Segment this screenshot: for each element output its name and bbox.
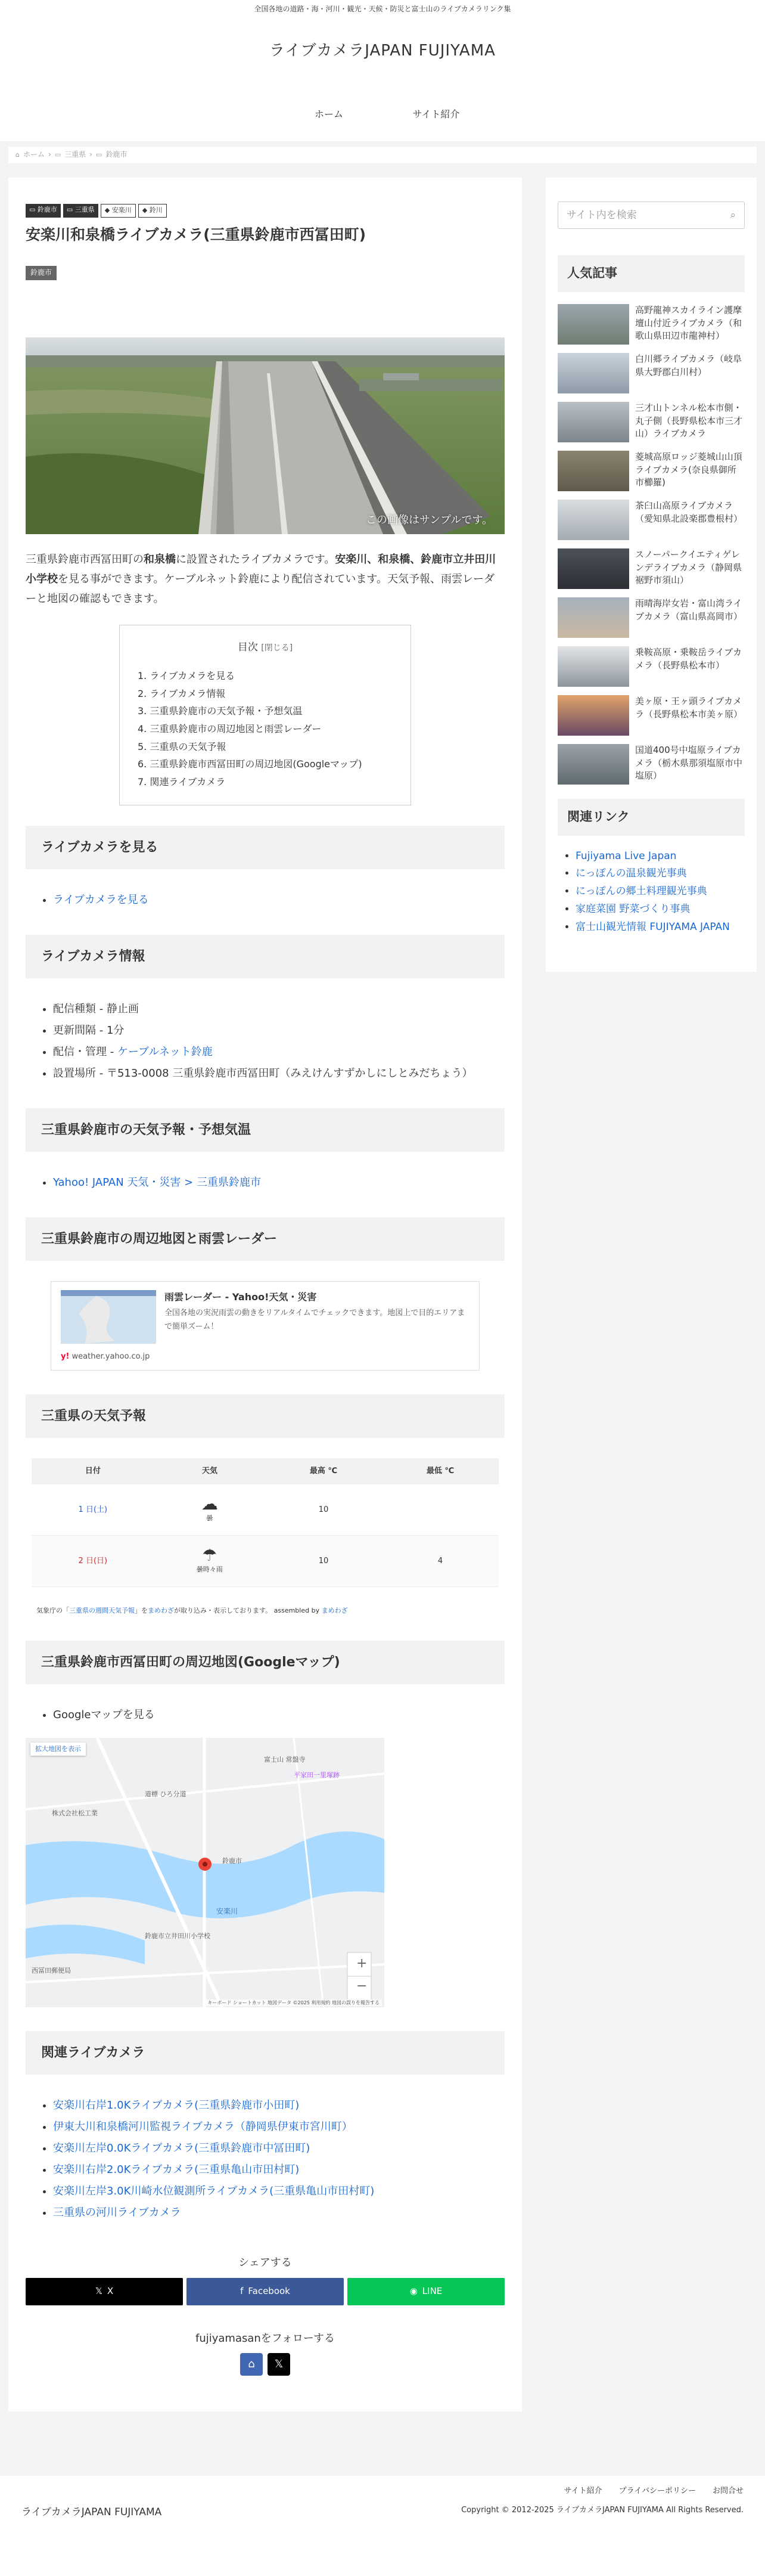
list-item[interactable]: 国道400号中塩原ライブカメラ（栃木県那須塩原市中塩原） (558, 744, 745, 785)
map-attribution[interactable]: キーボード ショートカット 地図データ ©2025 利用規約 地図の誤りを報告する (205, 2000, 382, 2006)
table-header: 天気 (154, 1458, 265, 1484)
thumbnail (558, 451, 629, 491)
weather-high: 10 (265, 1484, 382, 1536)
category-badge: 鈴鹿市 (26, 266, 57, 280)
toc-toggle[interactable]: [閉じる] (261, 643, 293, 653)
facebook-icon: f (240, 2286, 244, 2296)
section-heading-view: ライブカメラを見る (26, 826, 505, 869)
map-label: 鈴鹿市 (222, 1857, 242, 1865)
section-heading-pref-weather: 三重県の天気予報 (26, 1394, 505, 1438)
nav-home[interactable]: ホーム (314, 109, 343, 120)
yahoo-icon: y! (61, 1352, 70, 1362)
intro-text: 三重県鈴鹿市西冨田町の和泉橋に設置されたライブカメラです。安楽川、和泉橋、鈴鹿市立井田川小学校を見る事ができます。ケーブルネット鈴鹿により配信されています。天気予報、雨雲レーダーと地図の確認もできます。 (26, 553, 496, 606)
list-item[interactable]: 白川郷ライブカメラ（岐阜県大野郡白川村） (558, 353, 745, 393)
jma-link[interactable]: 三重県の週間天気予報 (69, 1607, 135, 1615)
folder-icon: ▭ (54, 151, 61, 159)
related-link[interactable]: 伊東大川和泉橋河川監視ライブカメラ（静岡県伊東市宮川町） (53, 2121, 353, 2134)
map-label: 安楽川 (216, 1907, 238, 1916)
search-input[interactable] (558, 202, 745, 229)
eyecatch-image (26, 337, 505, 534)
radar-thumbnail (61, 1290, 156, 1344)
footer-copyright: Copyright © 2012-2025 ライブカメラJAPAN FUJIYAMA All Rights Reserved. (461, 2505, 744, 2515)
thumbnail (558, 597, 629, 638)
yahoo-weather-link[interactable]: Yahoo! JAPAN 天気・災害 > 三重県鈴鹿市 (53, 1176, 261, 1189)
site-title[interactable] (0, 13, 765, 88)
thumbnail (558, 500, 629, 540)
search-icon[interactable]: ⌕ (730, 209, 736, 221)
thumbnail (558, 304, 629, 345)
sidebar-link[interactable]: 富士山観光情報 FUJIYAMA JAPAN (576, 920, 730, 933)
share-buttons (26, 2278, 505, 2305)
map-label: 鈴鹿市立井田川小学校 (145, 1932, 210, 1940)
list-item[interactable]: スノーパークイエティゲレンデライブカメラ（静岡県裾野市須山） (558, 548, 745, 589)
category-list (26, 204, 505, 218)
map-label: 富士山 常盤寺 (264, 1756, 306, 1764)
list-item[interactable]: 高野龍神スカイライン護摩壇山付近ライブカメラ（和歌山県田辺市龍神村） (558, 304, 745, 345)
home-icon[interactable]: ⌂ (240, 2353, 263, 2376)
toc-item[interactable]: 1. ライブカメラを見る (138, 670, 235, 682)
tag-anrakugawa[interactable]: ◆ 安楽川 (101, 204, 136, 218)
section-heading-map: 三重県鈴鹿市西冨田町の周辺地図(Googleマップ) (26, 1641, 505, 1684)
list-item[interactable]: 乗鞍高原・乗鞍岳ライブカメラ（長野県松本市） (558, 646, 745, 687)
folder-icon: ▭ (96, 151, 102, 159)
weather-low: 4 (382, 1536, 499, 1587)
section-heading-forecast: 三重県鈴鹿市の天気予報・予想気温 (26, 1108, 505, 1152)
weather-low (382, 1484, 499, 1536)
info-type: • 配信種類 - 静止画 (53, 999, 505, 1020)
sidebar-link[interactable]: にっぽんの郷土料理観光事典 (576, 885, 707, 898)
weather-label: 曇 (206, 1514, 213, 1522)
nav-about[interactable]: サイト紹介 (412, 109, 460, 120)
info-location: • 設置場所 - 〒513-0008 三重県鈴鹿市西冨田町（みえけんすずかしにしとみだちょう） (53, 1063, 505, 1084)
radar-card-title: 雨雲レーダー - Yahoo!天気・災害 (164, 1291, 317, 1303)
breadcrumb (8, 147, 757, 163)
share-x-button[interactable]: 𝕏 X (26, 2278, 183, 2305)
related-links-list (558, 848, 745, 937)
thumbnail (558, 695, 629, 736)
radar-card-domain: y! weather.yahoo.co.jp (61, 1352, 150, 1362)
mamewaza-link[interactable]: まめわざ (321, 1607, 348, 1615)
map-label: 平家田一里塚跡 (294, 1771, 340, 1780)
links-heading: 関連リンク (558, 799, 745, 836)
radar-card-desc: 全国各地の実況雨雲の動きをリアルタイムでチェックできます。地図上で目的エリアまで簡単ズーム！ (164, 1309, 465, 1331)
thumbnail (558, 402, 629, 442)
footer (0, 2476, 765, 2576)
share-title: シェアする (238, 2256, 292, 2270)
chevron-right-icon: › (89, 150, 93, 159)
follow-title: fujiyamasanをフォローする (195, 2332, 335, 2345)
related-link[interactable]: 安楽川左岸0.0Kライブカメラ(三重県鈴鹿市中冨田町) (53, 2142, 310, 2155)
thumbnail (558, 646, 629, 687)
home-icon: ⌂ (15, 151, 20, 159)
section-heading-related: 関連ライブカメラ (26, 2031, 505, 2075)
list-item[interactable]: 茶臼山高原ライブカメラ（愛知県北設楽郡豊根村） (558, 500, 745, 540)
toc-title: 目次 [閉じる] (237, 641, 293, 653)
popular-heading: 人気記事 (558, 255, 745, 292)
chevron-right-icon: › (48, 150, 51, 159)
mamewaza-link[interactable]: まめわざ (148, 1607, 174, 1615)
bridge-photo (26, 337, 505, 534)
thumbnail (558, 548, 629, 589)
cloud-icon: ☁ (201, 1493, 218, 1514)
weather-table (32, 1458, 499, 1588)
thumbnail (558, 744, 629, 785)
share-line-button[interactable]: ◉ LINE (347, 2278, 505, 2305)
global-navigation (0, 88, 765, 142)
sidebar-link[interactable]: Fujiyama Live Japan (576, 850, 677, 862)
tag-suzukagawa[interactable]: ◆ 鈴川 (138, 204, 167, 218)
map-label: 西冨田郵便局 (32, 1967, 71, 1975)
weather-date: 1 日(土) (32, 1484, 154, 1536)
category-suzuka[interactable]: ▭ 鈴鹿市 (26, 204, 61, 218)
related-link[interactable]: 安楽川左岸3.0K川崎水位観測所ライブカメラ(三重県亀山市田村町) (53, 2185, 375, 2198)
info-interval: • 更新間隔 - 1分 (53, 1020, 505, 1041)
follow-buttons (26, 2353, 505, 2376)
weather-date: 2 日(日) (32, 1536, 154, 1587)
x-icon: 𝕏 (95, 2286, 102, 2296)
toc-item[interactable]: 5. 三重県の天気予報 (138, 740, 226, 752)
sidebar (546, 178, 757, 972)
list-item[interactable]: 菱城高原ロッジ菱城山山頂ライブカメラ(奈良県御所市櫛羅) (558, 451, 745, 491)
category-mie[interactable]: ▭ 三重県 (63, 204, 98, 218)
footer-link-privacy[interactable]: プライバシーポリシー (618, 2486, 696, 2496)
info-operator: • 配信・管理 - ケーブルネット鈴鹿 (53, 1041, 505, 1063)
x-icon[interactable]: 𝕏 (268, 2353, 290, 2376)
section-heading-info: ライブカメラ情報 (26, 935, 505, 978)
operator-link[interactable]: ケーブルネット鈴鹿 (117, 1046, 213, 1059)
page-title: 安楽川和泉橋ライブカメラ(三重県鈴鹿市西冨田町) (26, 225, 366, 243)
footer-link-contact[interactable]: お問合せ (712, 2486, 744, 2496)
list-item[interactable]: 三才山トンネル松本市側・丸子側（長野県松本市三才山）ライブカメラ (558, 402, 745, 442)
toc-item[interactable]: 3. 三重県鈴鹿市の天気予報・予想気温 (138, 705, 303, 717)
weather-high: 10 (265, 1536, 382, 1587)
eyecatch-caption: この画像はサンプルです。 (366, 514, 493, 527)
map-label: 道標 ひろ分道 (145, 1790, 186, 1799)
google-map[interactable] (26, 1738, 384, 2007)
main-content (8, 178, 522, 2411)
zoom-in-icon[interactable]: + (356, 1956, 368, 1971)
search-placeholder: サイト内を検索 (567, 209, 637, 221)
sidebar-link[interactable]: 家庭菜園 野菜づくり事典 (576, 903, 691, 915)
breadcrumb-city[interactable]: 鈴鹿市 (105, 150, 128, 159)
view-camera-link[interactable]: ライブカメラを見る (53, 894, 149, 907)
related-link[interactable]: 安楽川右岸1.0Kライブカメラ(三重県鈴鹿市小田町) (53, 2099, 300, 2112)
table-of-contents (119, 625, 411, 806)
site-title-text[interactable]: ライブカメラJAPAN FUJIYAMA (269, 42, 496, 60)
related-link[interactable]: 安楽川右岸2.0Kライブカメラ(三重県亀山市田村町) (53, 2163, 300, 2177)
popular-list (558, 304, 745, 785)
radar-blogcard[interactable] (51, 1281, 480, 1370)
sidebar-link[interactable]: にっぽんの温泉観光事典 (576, 867, 687, 880)
toc-item[interactable]: 2. ライブカメラ情報 (138, 687, 226, 699)
table-row (32, 1536, 499, 1587)
table-header: 日付 (32, 1458, 154, 1484)
section-heading-radar: 三重県鈴鹿市の周辺地図と雨雲レーダー (26, 1217, 505, 1261)
breadcrumb-home[interactable]: ホーム (23, 150, 45, 159)
map-bullet: • Googleマップを見る (53, 1704, 505, 1726)
line-icon: ◉ (409, 2286, 418, 2296)
toc-item[interactable]: 7. 関連ライブカメラ (138, 776, 226, 788)
footer-nav (564, 2484, 744, 2498)
weather-label: 曇時々雨 (196, 1565, 223, 1573)
cloud-rain-icon: ☂ (202, 1545, 217, 1565)
table-header: 最低 ℃ (382, 1458, 499, 1484)
map-label: 株式会社松工業 (52, 1809, 98, 1818)
related-link[interactable]: 三重県の河川ライブカメラ (53, 2206, 181, 2219)
breadcrumb-prefecture[interactable]: 三重県 (64, 150, 86, 159)
enlarge-map-link[interactable]: 拡大地図を表示 (30, 1743, 86, 1756)
thumbnail (558, 353, 629, 393)
zoom-out-icon[interactable]: − (356, 1979, 368, 1994)
footer-site-title[interactable]: ライブカメラJAPAN FUJIYAMA (21, 2506, 162, 2518)
toc-item[interactable]: 6. 三重県鈴鹿市西冨田町の周辺地図(Googleマップ) (138, 758, 362, 770)
weather-credit: 気象庁の「三重県の週間天気予報」をまめわざが取り込み・表示しております。 assembled by まめわざ (36, 1607, 348, 1615)
table-header: 最高 ℃ (265, 1458, 382, 1484)
list-item[interactable]: 雨晴海岸女岩・富山湾ライブカメラ（富山県高岡市） (558, 597, 745, 638)
toc-item[interactable]: 4. 三重県鈴鹿市の周辺地図と雨雲レーダー (138, 723, 322, 735)
table-row (32, 1484, 499, 1536)
footer-link-about[interactable]: サイト紹介 (564, 2486, 602, 2496)
list-item[interactable]: 美ヶ原・王ヶ頭ライブカメラ（長野県松本市美ヶ原） (558, 695, 745, 736)
share-facebook-button[interactable]: f Facebook (186, 2278, 344, 2305)
site-tagline: 全国各地の道路・海・河川・観光・天候・防災と富士山のライブカメラリンク集 (0, 0, 765, 13)
